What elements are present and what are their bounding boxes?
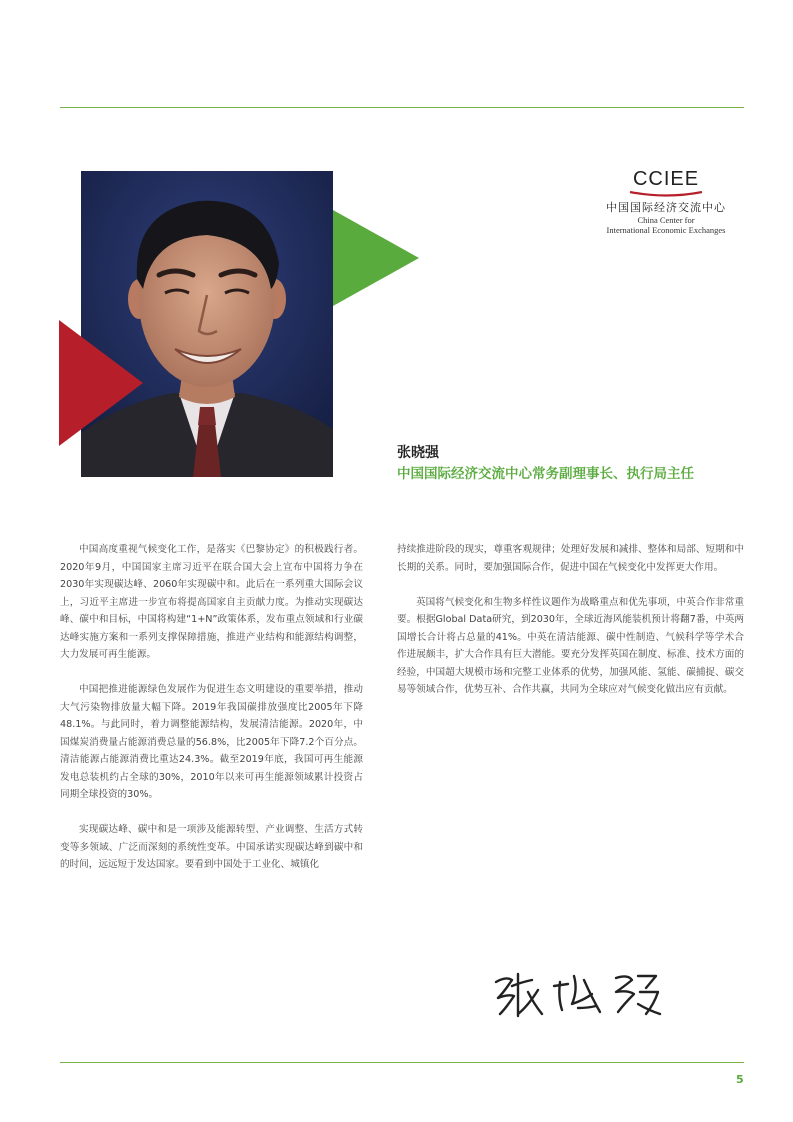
article-paragraph: 英国将气候变化和生物多样性议题作为战略重点和优先事项，中英合作非常重要。根据Global Data研究，到2030年，全球近海风能装机预计将翻7番，中英两国增长合计将占总量的41%。中英在清洁能源、碳中性制造、气候科学等学术合作进展颇丰，扩大合作具有巨大潜能。要充分发挥英国在制度、标准、技术方面的经验，中国超大规模市场和完整工业体系的优势，加强风能、氢能、碳捕捉、碳交易等领域合作，优势互补、合作共赢，共同为全球应对气候变化做出应有贡献。	[397, 596, 744, 695]
handwritten-signature	[488, 964, 664, 1024]
logo-mark: CCIEE	[632, 168, 700, 190]
person-title: 中国国际经济交流中心常务副理事长、执行局主任	[397, 466, 694, 482]
article-paragraph: 实现碳达峰、碳中和是一项涉及能源转型、产业调整、生活方式转变等多领域、广泛而深刻的系统性变革。中国承诺实现碳达峰到碳中和的时间，远远短于发达国家。要看到中国处于工业化、城镇化	[60, 824, 363, 870]
person-name: 张晓强	[397, 445, 439, 461]
article-paragraph: 中国把推进能源绿色发展作为促进生态文明建设的重要举措，推动大气污染物排放量大幅下降。2019年我国碳排放强度比2005年下降48.1%。与此同时，着力调整能源结构，发展清洁能源。2020年，中国煤炭消费量占能源消费总量的56.8%，比2005年下降7.2个百分点。清洁能源占能源消费比重达24.3%。截至2019年底，我国可再生能源发电总装机约占全球的30%，2010年以来可再生能源领域累计投资占同期全球投资的30%。	[60, 684, 363, 800]
bottom-divider	[60, 1062, 744, 1063]
logo-name-cn: 中国国际经济交流中心	[606, 201, 726, 214]
red-triangle-decoration	[59, 320, 143, 446]
logo-name-en-line1: China Center for	[637, 215, 695, 225]
logo-arc-icon	[626, 191, 706, 197]
green-triangle-decoration	[333, 210, 419, 306]
article-paragraph: 持续推进阶段的现实，尊重客观规律；处理好发展和减排、整体和局部、短期和中长期的关系。同时，要加强国际合作，促进中国在气候变化中发挥更大作用。	[397, 544, 744, 573]
page-number: 5	[736, 1073, 744, 1086]
cciee-logo	[596, 168, 736, 235]
article-column-right	[397, 541, 744, 716]
article-column-left	[60, 541, 363, 891]
logo-name-en-line2: International Economic Exchanges	[606, 225, 726, 235]
top-divider	[60, 107, 744, 108]
article-paragraph: 中国高度重视气候变化工作，是落实《巴黎协定》的积极践行者。2020年9月，中国国家主席习近平在联合国大会上宣布中国将力争在2030年实现碳达峰、2060年实现碳中和。此后在一系列重大国际会议上，习近平主席进一步宣布将提高国家自主贡献力度。为推动实现碳达峰、碳中和目标，中国将构建“1+N”政策体系，发布重点领域和行业碳达峰实施方案和一系列支撑保障措施，推进产业结构和能源结构调整，大力发展可再生能源。	[60, 544, 363, 660]
